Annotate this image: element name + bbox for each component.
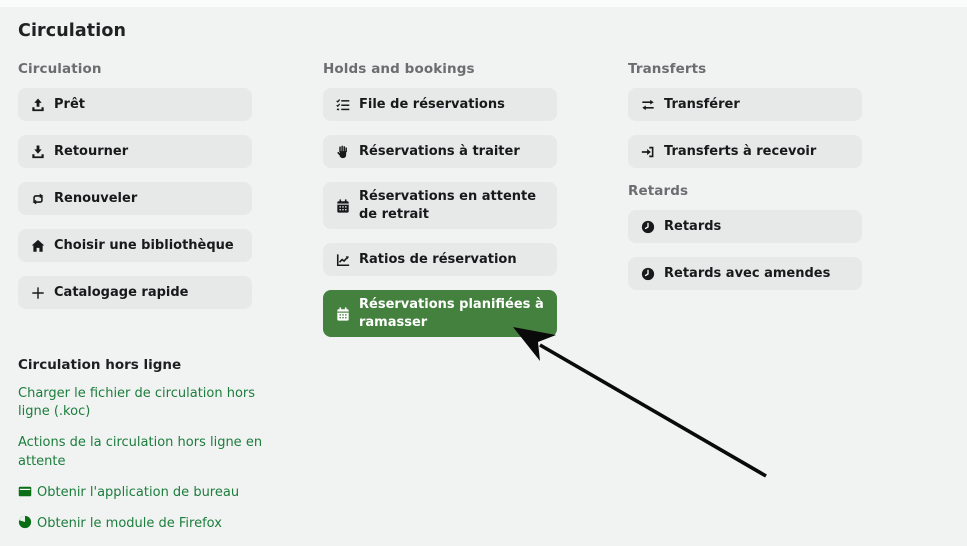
button-label: File de réservations [359,96,505,112]
button-label: Réservations à traiter [359,143,520,159]
overdues-with-fines-button[interactable] [628,257,862,290]
holds-awaiting-pickup-button[interactable] [323,182,557,229]
pending-offline-actions-link[interactable]: Actions de la circulation hors ligne en attente [18,435,263,469]
offline-circulation-header: Circulation hors ligne [18,357,182,373]
holds-queue-button[interactable] [323,88,557,121]
calendar-icon [336,199,350,213]
column-circulation [18,43,263,546]
button-label: Retards [664,218,722,234]
renew-button[interactable] [18,182,252,215]
upload-koc-file-link[interactable]: Charger le fichier de circulation hors ligne (.koc) [18,386,256,420]
get-desktop-application-link[interactable] [18,484,268,502]
link-label: Obtenir l'application de bureau [37,484,240,500]
curbside-pickups-button[interactable] [323,290,557,337]
sign-in-icon [641,145,655,159]
tasks-list-icon [336,98,350,112]
column-transfers-overdues [628,43,862,546]
main-content [0,7,967,546]
section-header-transfers: Transferts [628,61,707,77]
hand-icon [336,145,350,159]
chart-line-icon [336,253,350,267]
button-label: Retourner [54,143,129,159]
section-header-circulation: Circulation [18,61,102,77]
button-label: Ratios de réservation [359,251,517,267]
button-label: Prêt [54,96,85,112]
page-title: Circulation [18,21,127,41]
section-header-holds: Holds and bookings [323,61,475,77]
button-label: Réservations planifiées à ramasser [359,297,544,330]
button-label: Catalogage rapide [54,284,189,300]
top-strip [0,0,967,7]
section-header-overdues: Retards [628,183,689,199]
checkin-download-icon [31,145,45,159]
link-label: Obtenir le module de Firefox [37,515,222,531]
button-label: Réservations en attente de retrait [359,189,537,222]
clock-icon [641,267,655,281]
desktop-app-icon [18,485,32,498]
calendar-icon [336,307,350,321]
checkin-button[interactable] [18,135,252,168]
plus-icon [31,286,45,300]
hold-ratios-button[interactable] [323,243,557,276]
button-label: Renouveler [54,190,138,206]
button-label: Choisir une bibliothèque [54,237,234,253]
button-label: Transferts à recevoir [664,143,817,159]
transfers-to-receive-button[interactable] [628,135,862,168]
renew-retweet-icon [31,192,45,206]
button-label: Retards avec amendes [664,265,831,281]
checkout-button[interactable] [18,88,252,121]
button-label: Transférer [664,96,740,112]
clock-icon [641,220,655,234]
home-icon [31,239,45,253]
firefox-plugin-icon [18,515,32,529]
exchange-icon [641,98,655,112]
transfer-button[interactable] [628,88,862,121]
set-library-button[interactable] [18,229,252,262]
get-firefox-plugin-link[interactable] [18,515,268,533]
column-holds-and-bookings [323,43,557,546]
holds-to-pull-button[interactable] [323,135,557,168]
offline-circulation-section [18,357,268,533]
fast-cataloging-button[interactable] [18,276,252,309]
overdues-button[interactable] [628,210,862,243]
checkout-upload-icon [31,98,45,112]
